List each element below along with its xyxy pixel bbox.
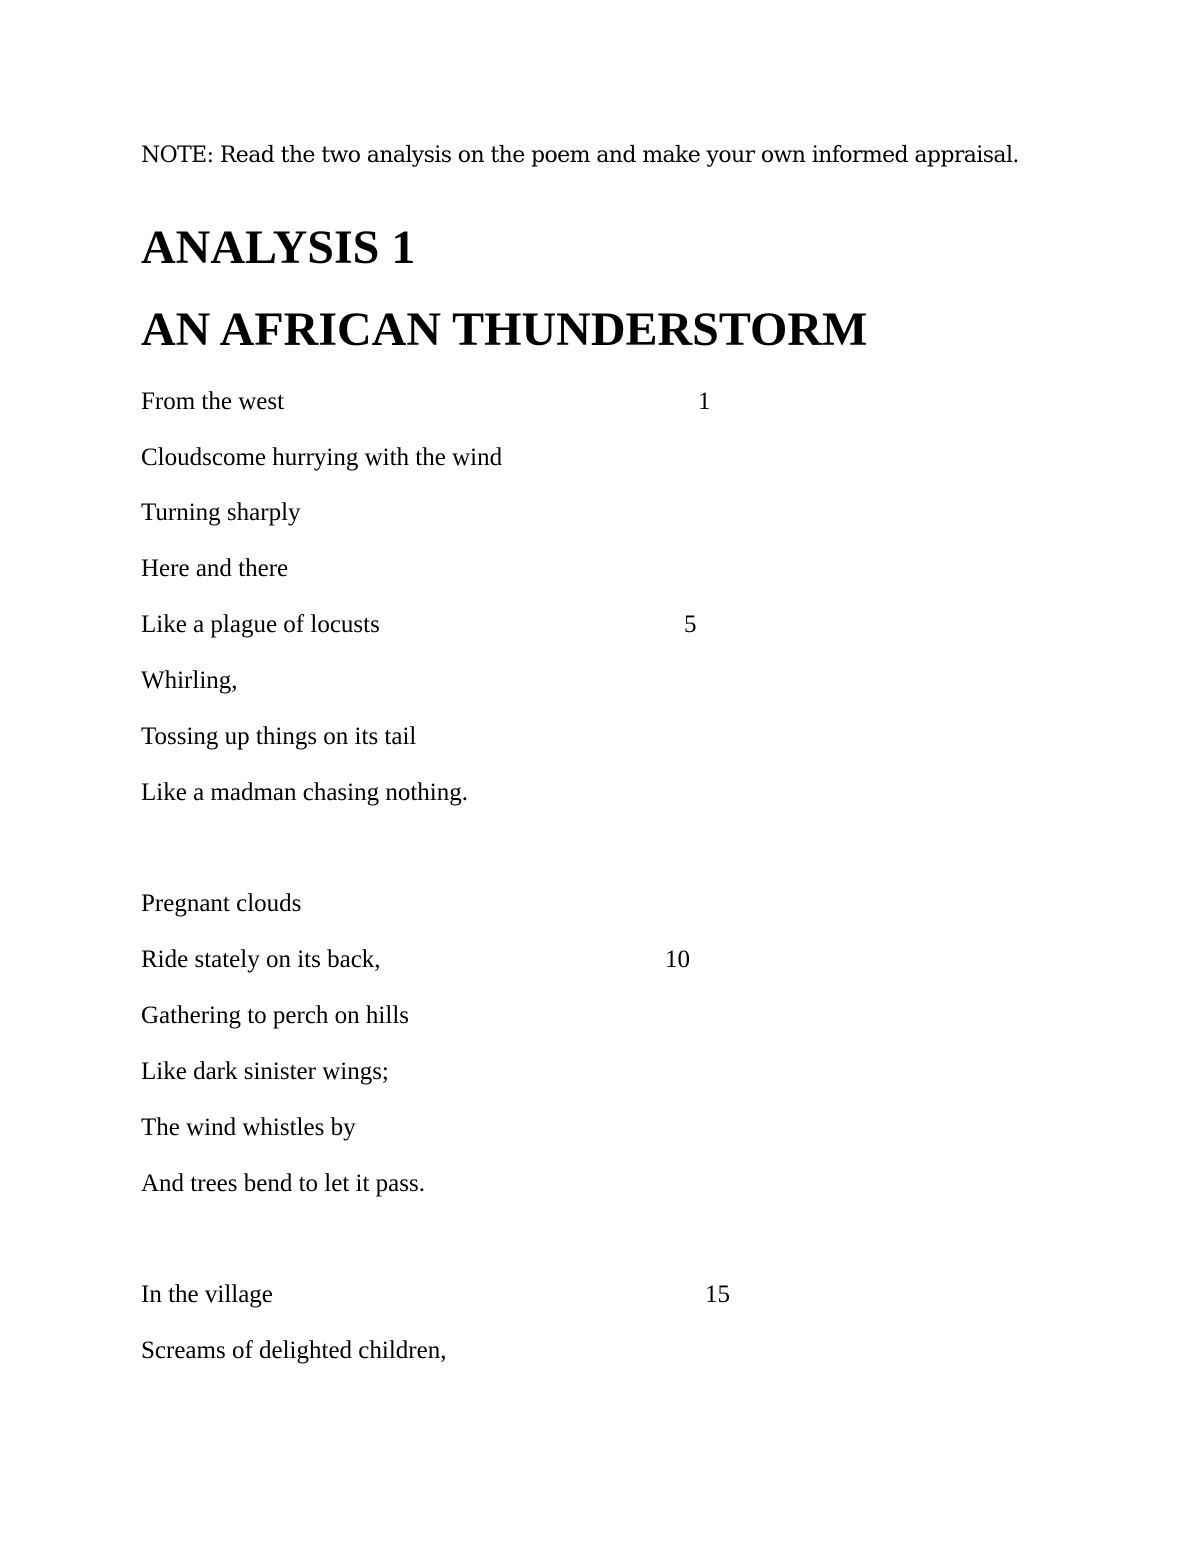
poem-line: Whirling, [141, 667, 238, 694]
poem-line: From the west [141, 388, 285, 415]
poem-line: Here and there [141, 555, 289, 582]
line-number: 1 [698, 388, 711, 415]
poem-line: Like a plague of locusts [141, 611, 380, 638]
poem-line: Tossing up things on its tail [141, 723, 417, 750]
poem-line: Gathering to perch on hills [141, 1002, 409, 1029]
poem-line: Like a madman chasing nothing. [141, 779, 469, 806]
analysis-heading: ANALYSIS 1 [141, 221, 416, 274]
line-number: 15 [705, 1281, 730, 1308]
line-number: 5 [684, 611, 697, 638]
poem-line: Ride stately on its back, [141, 946, 381, 973]
poem-line: Screams of delighted children, [141, 1337, 447, 1364]
poem-title: AN AFRICAN THUNDERSTORM [141, 303, 868, 356]
line-number: 10 [665, 946, 690, 973]
poem-line: In the village [141, 1281, 273, 1308]
poem-line: Like dark sinister wings; [141, 1058, 389, 1085]
note-text: NOTE: Read the two analysis on the poem and make your own informed appraisal. [141, 143, 1019, 168]
poem-line: And trees bend to let it pass. [141, 1170, 425, 1197]
poem-line: The wind whistles by [141, 1114, 356, 1141]
poem-line: Turning sharply [141, 499, 301, 526]
poem-line: Cloudscome hurrying with the wind [141, 444, 503, 471]
poem-line: Pregnant clouds [141, 890, 302, 917]
